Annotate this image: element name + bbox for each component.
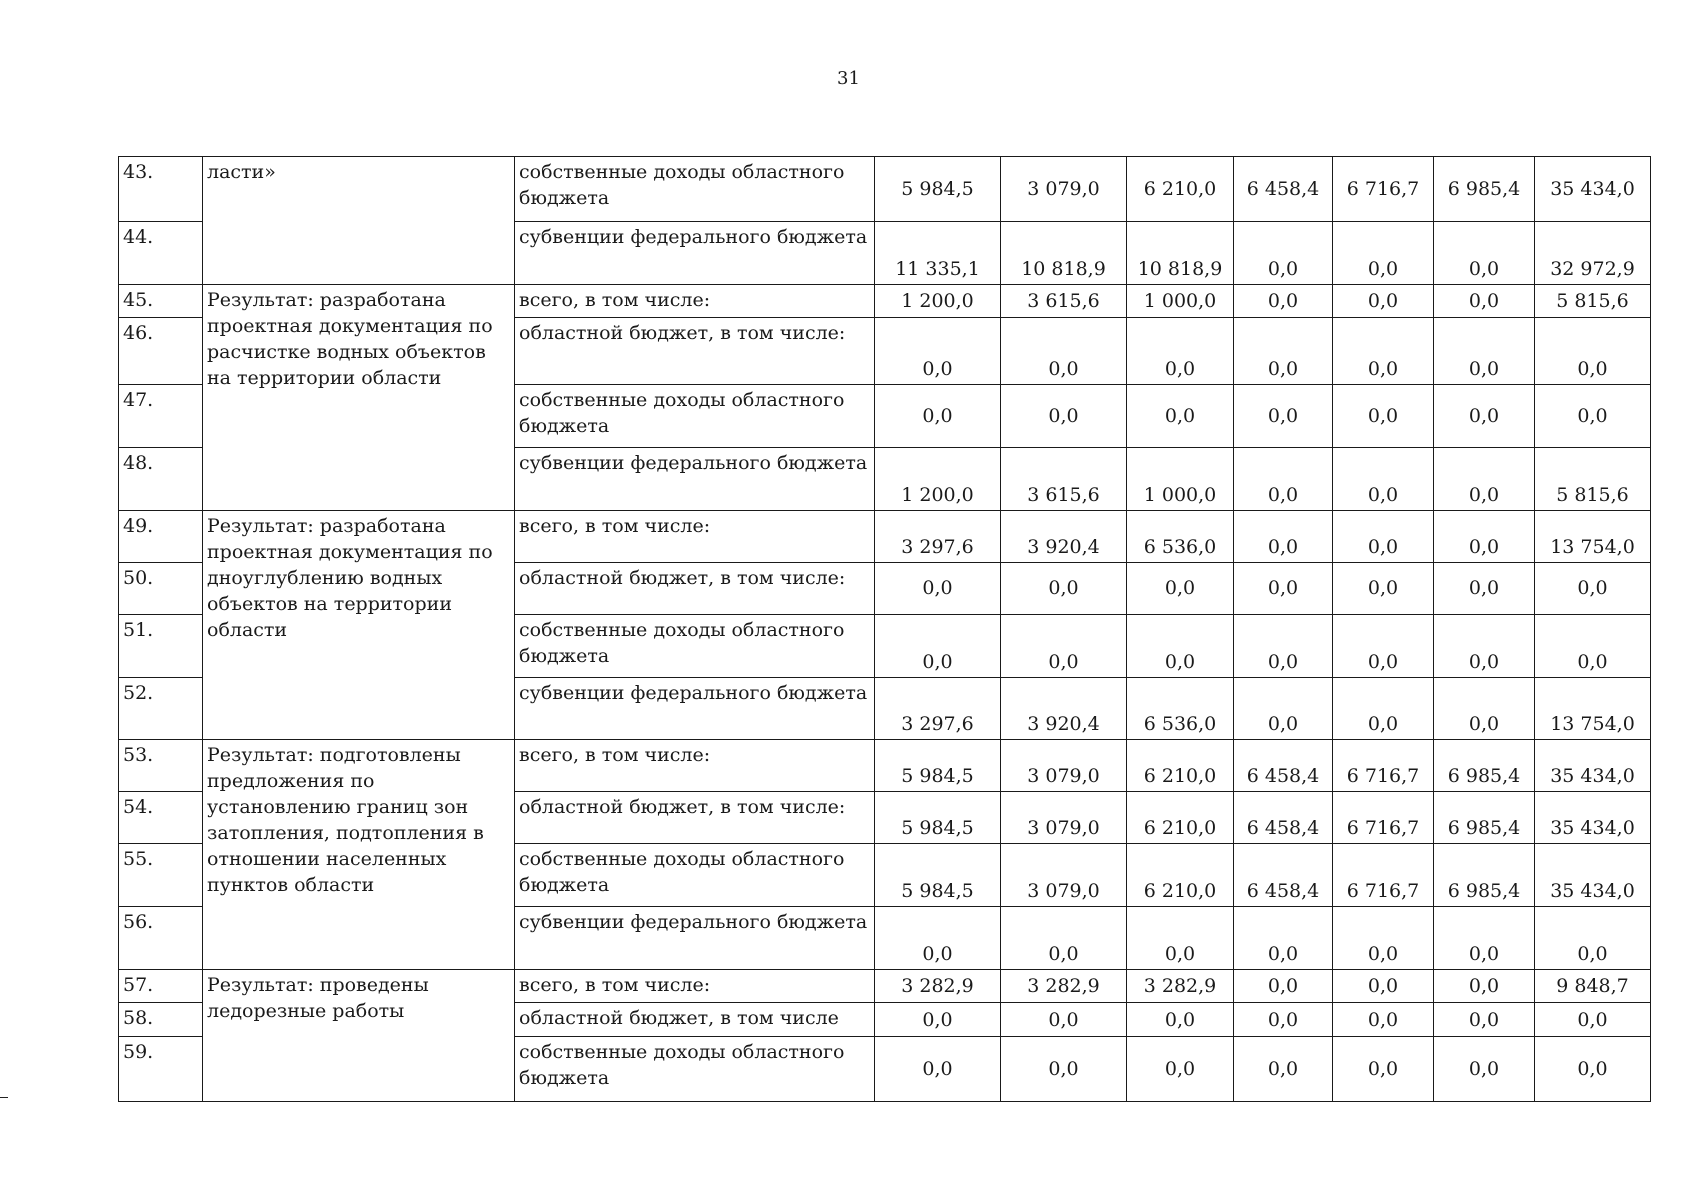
total-value: 5 815,6 (1535, 448, 1651, 511)
total-value: 0,0 (1535, 385, 1651, 448)
year-value: 0,0 (1234, 221, 1333, 284)
total-value: 13 754,0 (1535, 510, 1651, 562)
row-number: 55. (119, 844, 203, 907)
year-value: 1 000,0 (1127, 284, 1234, 318)
year-value: 0,0 (1333, 562, 1434, 614)
page-number: 31 (837, 68, 860, 89)
year-value: 1 000,0 (1127, 448, 1234, 511)
year-value: 0,0 (875, 1036, 1001, 1101)
year-value: 3 079,0 (1001, 844, 1127, 907)
year-value: 0,0 (1127, 1036, 1234, 1101)
year-value: 1 200,0 (875, 448, 1001, 511)
year-value: 0,0 (1434, 448, 1535, 511)
year-value: 6 458,4 (1234, 157, 1333, 222)
margin-mark (0, 1097, 8, 1098)
total-value: 0,0 (1535, 562, 1651, 614)
year-value: 0,0 (1434, 907, 1535, 970)
year-value: 0,0 (1001, 1036, 1127, 1101)
table-row (119, 740, 1651, 792)
row-number: 50. (119, 562, 203, 614)
year-value: 3 282,9 (1127, 969, 1234, 1003)
funding-source: субвенции федерального бюджета (515, 221, 875, 284)
year-value: 6 985,4 (1434, 157, 1535, 222)
year-value: 6 985,4 (1434, 740, 1535, 792)
year-value: 3 282,9 (875, 969, 1001, 1003)
result-description: Результат: подготовлены предложения по установлению границ зон затопления, подтопления в отношении населенных пунктов области (203, 740, 515, 969)
year-value: 10 818,9 (1127, 221, 1234, 284)
year-value: 6 210,0 (1127, 844, 1234, 907)
total-value: 0,0 (1535, 318, 1651, 385)
total-value: 35 434,0 (1535, 844, 1651, 907)
year-value: 0,0 (1001, 562, 1127, 614)
year-value: 11 335,1 (875, 221, 1001, 284)
year-value: 6 716,7 (1333, 844, 1434, 907)
funding-source: субвенции федерального бюджета (515, 448, 875, 511)
row-number: 43. (119, 157, 203, 222)
year-value: 6 536,0 (1127, 677, 1234, 740)
year-value: 5 984,5 (875, 157, 1001, 222)
total-value: 32 972,9 (1535, 221, 1651, 284)
year-value: 0,0 (1127, 614, 1234, 677)
year-value: 3 079,0 (1001, 157, 1127, 222)
year-value: 0,0 (1333, 677, 1434, 740)
year-value: 0,0 (1333, 969, 1434, 1003)
year-value: 0,0 (1234, 510, 1333, 562)
result-description: Результат: разработана проектная документация по дноуглублению водных объектов на территории области (203, 510, 515, 739)
year-value: 5 984,5 (875, 740, 1001, 792)
year-value: 6 716,7 (1333, 792, 1434, 844)
total-value: 35 434,0 (1535, 157, 1651, 222)
funding-source: собственные доходы областного бюджета (515, 157, 875, 222)
total-value: 0,0 (1535, 907, 1651, 970)
year-value: 6 536,0 (1127, 510, 1234, 562)
year-value: 6 458,4 (1234, 844, 1333, 907)
year-value: 0,0 (1234, 385, 1333, 448)
year-value: 0,0 (1434, 510, 1535, 562)
year-value: 0,0 (1127, 318, 1234, 385)
year-value: 0,0 (1001, 318, 1127, 385)
year-value: 3 615,6 (1001, 284, 1127, 318)
total-value: 0,0 (1535, 614, 1651, 677)
row-number: 46. (119, 318, 203, 385)
year-value: 5 984,5 (875, 792, 1001, 844)
total-value: 0,0 (1535, 1003, 1651, 1037)
year-value: 0,0 (875, 1003, 1001, 1037)
funding-source: областной бюджет, в том числе (515, 1003, 875, 1037)
year-value: 0,0 (1333, 510, 1434, 562)
year-value: 0,0 (875, 907, 1001, 970)
year-value: 0,0 (1333, 448, 1434, 511)
year-value: 0,0 (875, 562, 1001, 614)
funding-source: субвенции федерального бюджета (515, 677, 875, 740)
year-value: 3 282,9 (1001, 969, 1127, 1003)
year-value: 3 920,4 (1001, 677, 1127, 740)
row-number: 53. (119, 740, 203, 792)
table-row (119, 510, 1651, 562)
funding-source: собственные доходы областного бюджета (515, 844, 875, 907)
row-number: 48. (119, 448, 203, 511)
row-number: 47. (119, 385, 203, 448)
row-number: 49. (119, 510, 203, 562)
funding-source: всего, в том числе: (515, 969, 875, 1003)
year-value: 3 297,6 (875, 510, 1001, 562)
year-value: 6 210,0 (1127, 792, 1234, 844)
year-value: 0,0 (1333, 907, 1434, 970)
year-value: 0,0 (1333, 385, 1434, 448)
table-row (119, 969, 1651, 1003)
year-value: 0,0 (1434, 969, 1535, 1003)
year-value: 6 985,4 (1434, 844, 1535, 907)
funding-source: собственные доходы областного бюджета (515, 614, 875, 677)
year-value: 0,0 (1333, 614, 1434, 677)
year-value: 6 458,4 (1234, 740, 1333, 792)
year-value: 6 458,4 (1234, 792, 1333, 844)
year-value: 3 079,0 (1001, 740, 1127, 792)
funding-source: всего, в том числе: (515, 284, 875, 318)
row-number: 58. (119, 1003, 203, 1037)
year-value: 1 200,0 (875, 284, 1001, 318)
year-value: 0,0 (1234, 284, 1333, 318)
row-number: 45. (119, 284, 203, 318)
total-value: 5 815,6 (1535, 284, 1651, 318)
row-number: 44. (119, 221, 203, 284)
year-value: 6 716,7 (1333, 740, 1434, 792)
year-value: 0,0 (1234, 969, 1333, 1003)
year-value: 0,0 (1127, 1003, 1234, 1037)
year-value: 10 818,9 (1001, 221, 1127, 284)
year-value: 0,0 (1234, 677, 1333, 740)
year-value: 0,0 (1333, 318, 1434, 385)
row-number: 57. (119, 969, 203, 1003)
funding-source: всего, в том числе: (515, 740, 875, 792)
year-value: 3 297,6 (875, 677, 1001, 740)
year-value: 3 615,6 (1001, 448, 1127, 511)
year-value: 3 920,4 (1001, 510, 1127, 562)
year-value: 6 210,0 (1127, 157, 1234, 222)
table-row (119, 284, 1651, 318)
year-value: 0,0 (1001, 1003, 1127, 1037)
funding-source: субвенции федерального бюджета (515, 907, 875, 970)
total-value: 35 434,0 (1535, 792, 1651, 844)
year-value: 0,0 (875, 385, 1001, 448)
year-value: 0,0 (1434, 1036, 1535, 1101)
year-value: 0,0 (1234, 562, 1333, 614)
row-number: 56. (119, 907, 203, 970)
year-value: 6 716,7 (1333, 157, 1434, 222)
year-value: 0,0 (1333, 221, 1434, 284)
year-value: 0,0 (1234, 614, 1333, 677)
year-value: 0,0 (1234, 907, 1333, 970)
year-value: 0,0 (1434, 385, 1535, 448)
row-number: 59. (119, 1036, 203, 1101)
year-value: 0,0 (1434, 562, 1535, 614)
year-value: 0,0 (1434, 677, 1535, 740)
year-value: 6 985,4 (1434, 792, 1535, 844)
year-value: 0,0 (1434, 1003, 1535, 1037)
year-value: 0,0 (1001, 614, 1127, 677)
year-value: 0,0 (1434, 284, 1535, 318)
year-value: 0,0 (1127, 907, 1234, 970)
budget-table (118, 156, 1651, 1102)
row-number: 54. (119, 792, 203, 844)
funding-source: областной бюджет, в том числе: (515, 792, 875, 844)
year-value: 5 984,5 (875, 844, 1001, 907)
funding-source: областной бюджет, в том числе: (515, 318, 875, 385)
total-value: 35 434,0 (1535, 740, 1651, 792)
year-value: 0,0 (875, 614, 1001, 677)
row-number: 51. (119, 614, 203, 677)
year-value: 0,0 (1001, 385, 1127, 448)
year-value: 0,0 (1001, 907, 1127, 970)
result-description: Результат: разработана проектная документация по расчистке водных объектов на территории области (203, 284, 515, 510)
funding-source: областной бюджет, в том числе: (515, 562, 875, 614)
year-value: 0,0 (1234, 1003, 1333, 1037)
row-number: 52. (119, 677, 203, 740)
table-row (119, 157, 1651, 222)
year-value: 0,0 (1234, 318, 1333, 385)
year-value: 0,0 (1333, 284, 1434, 318)
total-value: 0,0 (1535, 1036, 1651, 1101)
year-value: 0,0 (1234, 448, 1333, 511)
year-value: 0,0 (1127, 562, 1234, 614)
funding-source: собственные доходы областного бюджета (515, 385, 875, 448)
year-value: 0,0 (1333, 1003, 1434, 1037)
year-value: 0,0 (1127, 385, 1234, 448)
total-value: 9 848,7 (1535, 969, 1651, 1003)
year-value: 6 210,0 (1127, 740, 1234, 792)
result-description: ласти» (203, 157, 515, 285)
total-value: 13 754,0 (1535, 677, 1651, 740)
year-value: 3 079,0 (1001, 792, 1127, 844)
year-value: 0,0 (1434, 221, 1535, 284)
year-value: 0,0 (1434, 614, 1535, 677)
funding-source: всего, в том числе: (515, 510, 875, 562)
year-value: 0,0 (1234, 1036, 1333, 1101)
year-value: 0,0 (875, 318, 1001, 385)
funding-source: собственные доходы областного бюджета (515, 1036, 875, 1101)
year-value: 0,0 (1434, 318, 1535, 385)
year-value: 0,0 (1333, 1036, 1434, 1101)
result-description: Результат: проведены ледорезные работы (203, 969, 515, 1101)
